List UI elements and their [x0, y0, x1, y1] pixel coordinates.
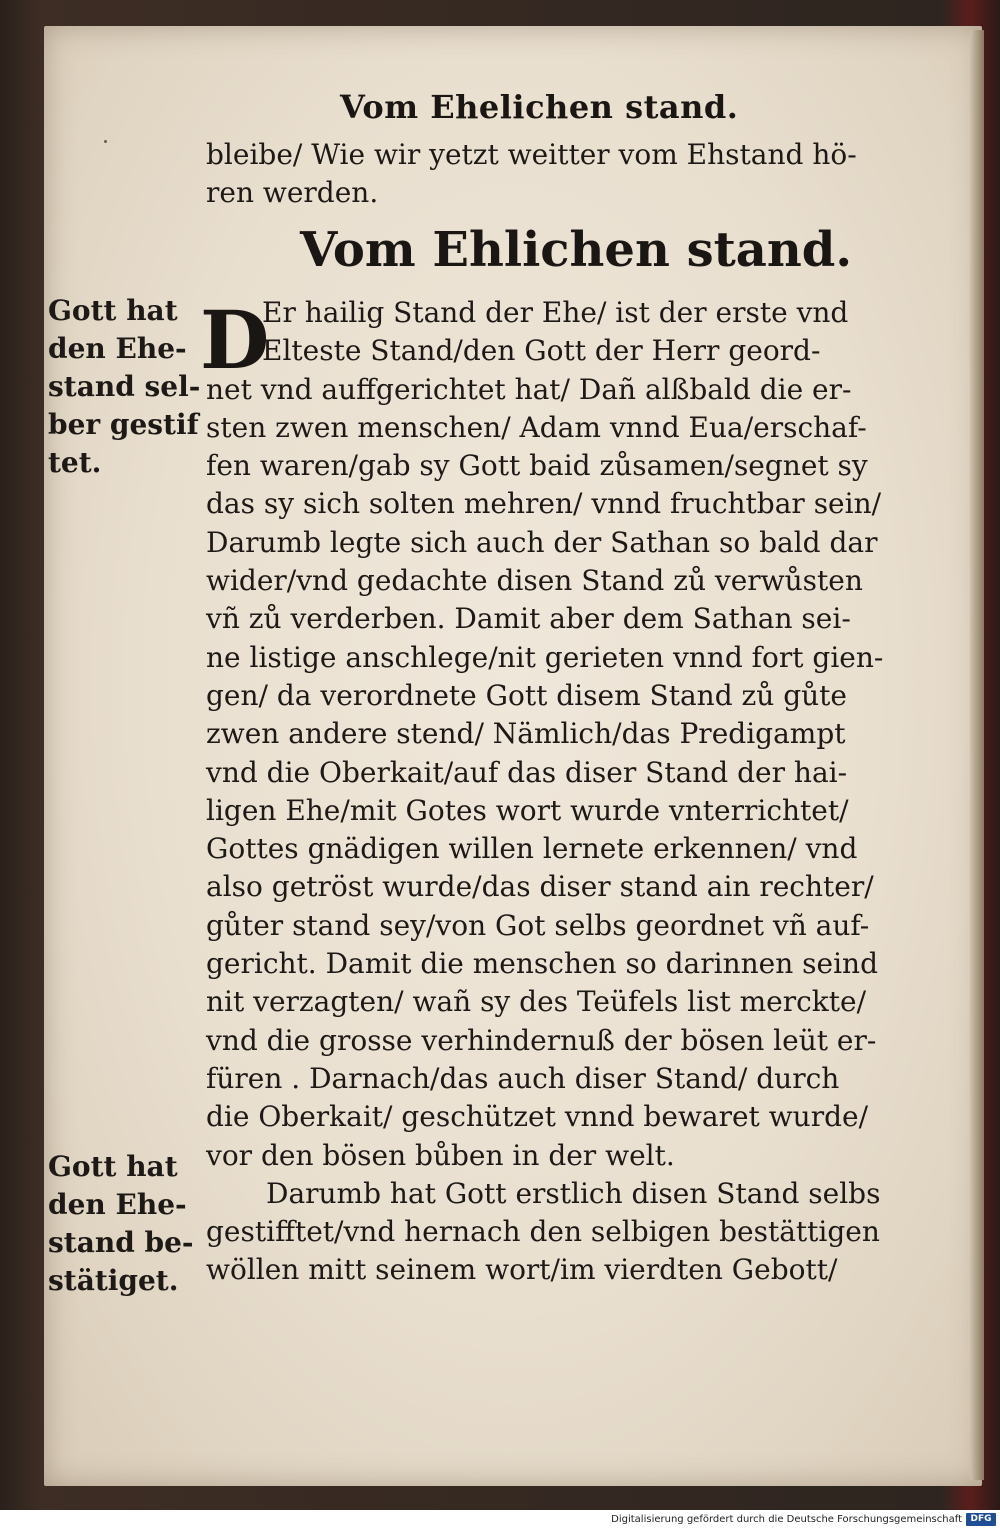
- text-line: bleibe/ Wie wir yetzt weitter vom Ehstand hö-: [206, 138, 857, 171]
- text-line: füren . Darnach/das auch diser Stand/ durch: [206, 1061, 840, 1095]
- margin-note-line: ber gestif: [48, 408, 199, 441]
- text-line: Gottes gnädigen willen lernete erkennen/ vnd: [206, 832, 858, 866]
- margin-note-line: stätiget.: [48, 1264, 179, 1297]
- text-line: vñ zů verderben. Damit aber dem Sathan sei-: [206, 602, 851, 636]
- text-line: die Oberkait/ geschützet vnnd bewaret wurde/: [206, 1100, 869, 1134]
- margin-note-line: stand sel-: [48, 370, 201, 403]
- text-line: wöllen mitt seinem wort/im vierdten Gebott/: [206, 1253, 838, 1287]
- text-line: Er hailig Stand der Ehe/ ist der erste vnd: [262, 296, 849, 329]
- footer-bar: [0, 1510, 1000, 1531]
- margin-note: [48, 1148, 198, 1300]
- section-title: Vom Ehlichen stand.: [300, 222, 853, 278]
- margin-note: [48, 292, 201, 482]
- drop-initial: D: [200, 293, 270, 387]
- margin-note-line: Gott hat: [48, 1150, 178, 1183]
- text-line: gestifftet/vnd hernach den selbigen bestättigen: [206, 1215, 880, 1249]
- text-line: vnd die Oberkait/auf das diser Stand der hai-: [206, 755, 848, 789]
- dfg-logo: DFG: [966, 1513, 996, 1526]
- margin-note-line: stand be-: [48, 1226, 194, 1259]
- paper-speck: [104, 140, 107, 143]
- text-line: gericht. Damit die menschen so darinnen seind: [206, 947, 878, 981]
- text-line: Darumb legte sich auch der Sathan so bald dar: [206, 525, 878, 559]
- text-line: nit verzagten/ wañ sy des Teüfels list merckte/: [206, 985, 867, 1019]
- running-head: Vom Ehelichen stand.: [340, 88, 739, 126]
- text-line: Elteste Stand/den Gott der Herr geord-: [262, 334, 821, 368]
- text-line: vnd die grosse verhindernuß der bösen leüt er-: [206, 1023, 877, 1057]
- text-line: sten zwen menschen/ Adam vnnd Eua/erschaf-: [206, 410, 867, 444]
- text-line: also getröst wurde/das diser stand ain rechter/: [206, 870, 874, 904]
- text-line: wider/vnd gedachte disen Stand zů verwůsten: [206, 564, 863, 598]
- margin-note-line: den Ehe-: [48, 1188, 187, 1221]
- funding-credit: Digitalisierung gefördert durch die Deutsche Forschungsgemeinschaft: [611, 1514, 962, 1525]
- text-line: vor den bösen bůben in der welt.: [206, 1138, 675, 1172]
- intro-text: [206, 136, 912, 211]
- text-line: Darumb hat Gott erstlich disen Stand selbs: [266, 1176, 881, 1210]
- text-line: gen/ da verordnete Gott disem Stand zů gůte: [206, 678, 847, 712]
- margin-note-line: tet.: [48, 446, 102, 479]
- text-line: ne listige anschlege/nit gerieten vnnd fort gien-: [206, 640, 884, 674]
- text-line: ren werden.: [206, 175, 379, 209]
- text-line: das sy sich solten mehren/ vnnd fruchtbar sein/: [206, 487, 882, 521]
- text-line: fen waren/gab sy Gott baid zůsamen/segnet sy: [206, 449, 868, 483]
- page-edge: [970, 30, 984, 1480]
- text-line: zwen andere stend/ Nämlich/das Predigampt: [206, 717, 846, 751]
- text-line: net vnd auffgerichtet hat/ Dañ alßbald die er-: [206, 372, 852, 406]
- text-line: gůter stand sey/von Got selbs geordnet vñ auf-: [206, 908, 870, 942]
- margin-note-line: Gott hat: [48, 294, 178, 327]
- text-line: ligen Ehe/mit Gotes wort wurde vnterrichtet/: [206, 793, 849, 827]
- main-text: [206, 294, 914, 1290]
- margin-note-line: den Ehe-: [48, 332, 187, 365]
